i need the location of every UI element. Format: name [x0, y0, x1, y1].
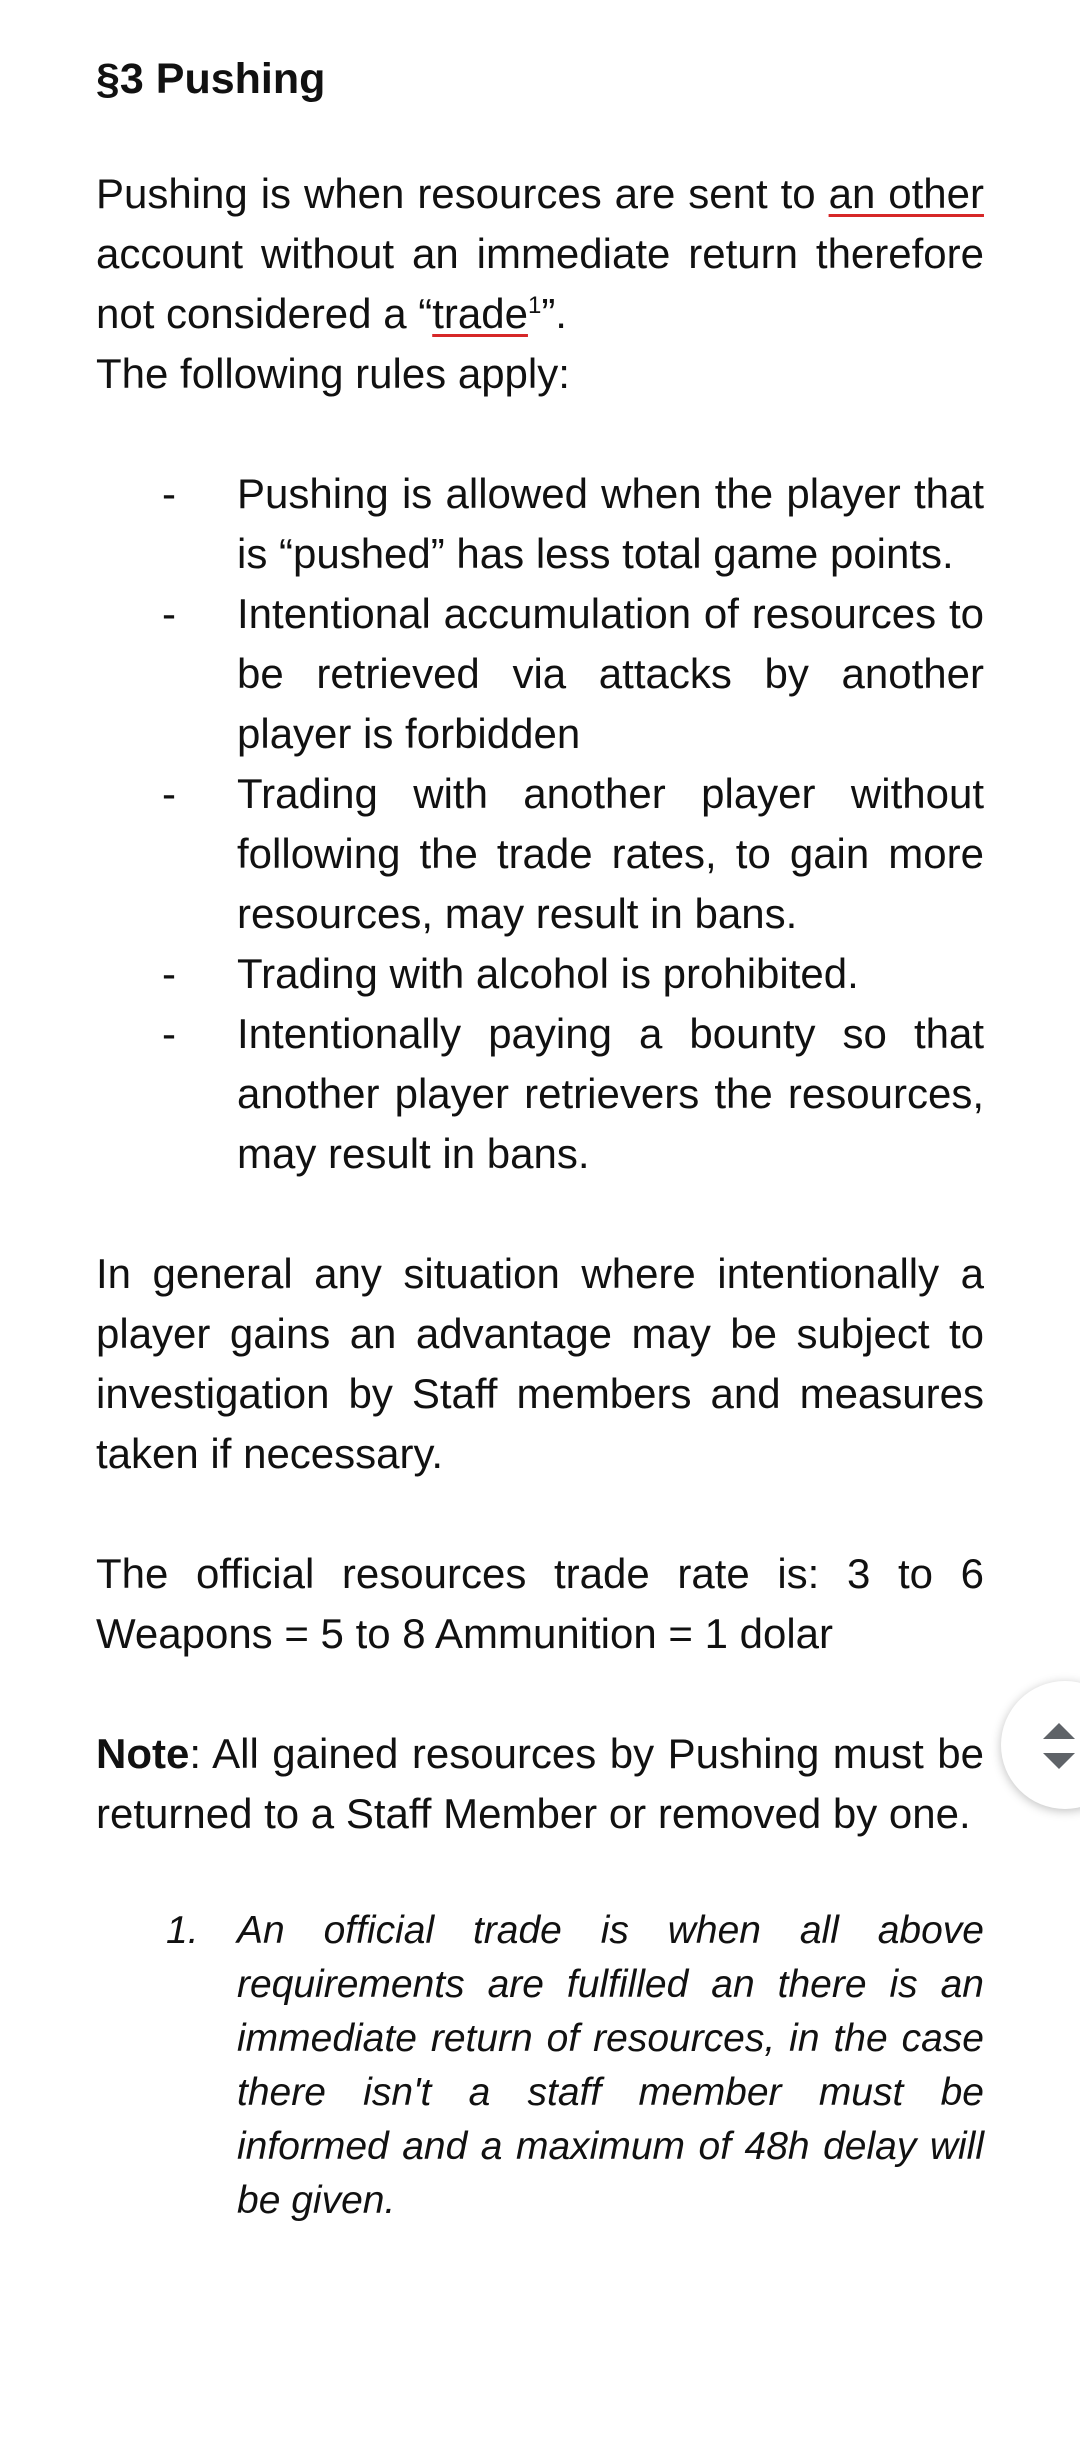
rule-text: Pushing is allowed when the player that is “pushed” has less total game points.	[237, 470, 984, 577]
intro-rules-apply: The following rules apply:	[96, 350, 570, 397]
bullet-dash: -	[162, 1010, 176, 1057]
list-item	[96, 464, 984, 584]
note-text: : All gained resources by Pushing must be returned to a Staff Member or removed by one.	[96, 1730, 984, 1837]
footnote-item	[96, 1904, 984, 2228]
intro-text-2: account without an immediate return therefore not considered a “	[96, 230, 984, 337]
list-item	[96, 764, 984, 944]
bullet-dash: -	[162, 470, 176, 517]
footnotes-list	[96, 1904, 984, 2228]
intro-text-1: Pushing is when resources are sent to	[96, 170, 829, 217]
trade-rate-paragraph: The official resources trade rate is: 3 to 6 Weapons = 5 to 8 Ammunition = 1 dolar	[96, 1550, 984, 1657]
rules-list	[96, 464, 984, 1184]
intro-text-3: ”.	[541, 290, 567, 337]
document-page	[96, 44, 984, 2228]
section-title: §3 Pushing	[96, 55, 326, 103]
rule-text: Intentional accumulation of resources to be retrieved via attacks by another player is forbidden	[237, 590, 984, 757]
note-label: Note	[96, 1730, 190, 1777]
note-paragraph	[96, 1724, 984, 1844]
rule-text: Trading with another player without following the trade rates, to gain more resources, may result in bans.	[237, 770, 984, 937]
bullet-dash: -	[162, 590, 176, 637]
bullet-dash: -	[162, 950, 176, 997]
spellcheck-trade[interactable]: trade	[432, 290, 528, 337]
footnote-ref[interactable]: 1	[527, 292, 542, 319]
footnote-number: 1.	[166, 1909, 199, 1952]
rule-text: Trading with alcohol is prohibited.	[237, 950, 859, 997]
list-item	[96, 1004, 984, 1184]
footnote-text: An official trade is when all above requirements are fulfilled an there is an immediate return of resources, in the case there isn't a staff member must be informed and a maximum of 48h delay will be given.	[237, 1909, 984, 2222]
intro-paragraph	[96, 164, 984, 344]
scroll-button[interactable]	[1001, 1681, 1080, 1809]
scroll-up-down-icon	[1039, 1721, 1079, 1771]
spellcheck-an-other[interactable]: an other	[828, 170, 984, 217]
general-paragraph: In general any situation where intentionally a player gains an advantage may be subject to investigation by Staff members and measures taken if necessary.	[96, 1250, 984, 1477]
list-item	[96, 944, 984, 1004]
list-item	[96, 584, 984, 764]
bullet-dash: -	[162, 770, 176, 817]
rule-text: Intentionally paying a bounty so that another player retrievers the resources, may result in bans.	[237, 1010, 984, 1177]
